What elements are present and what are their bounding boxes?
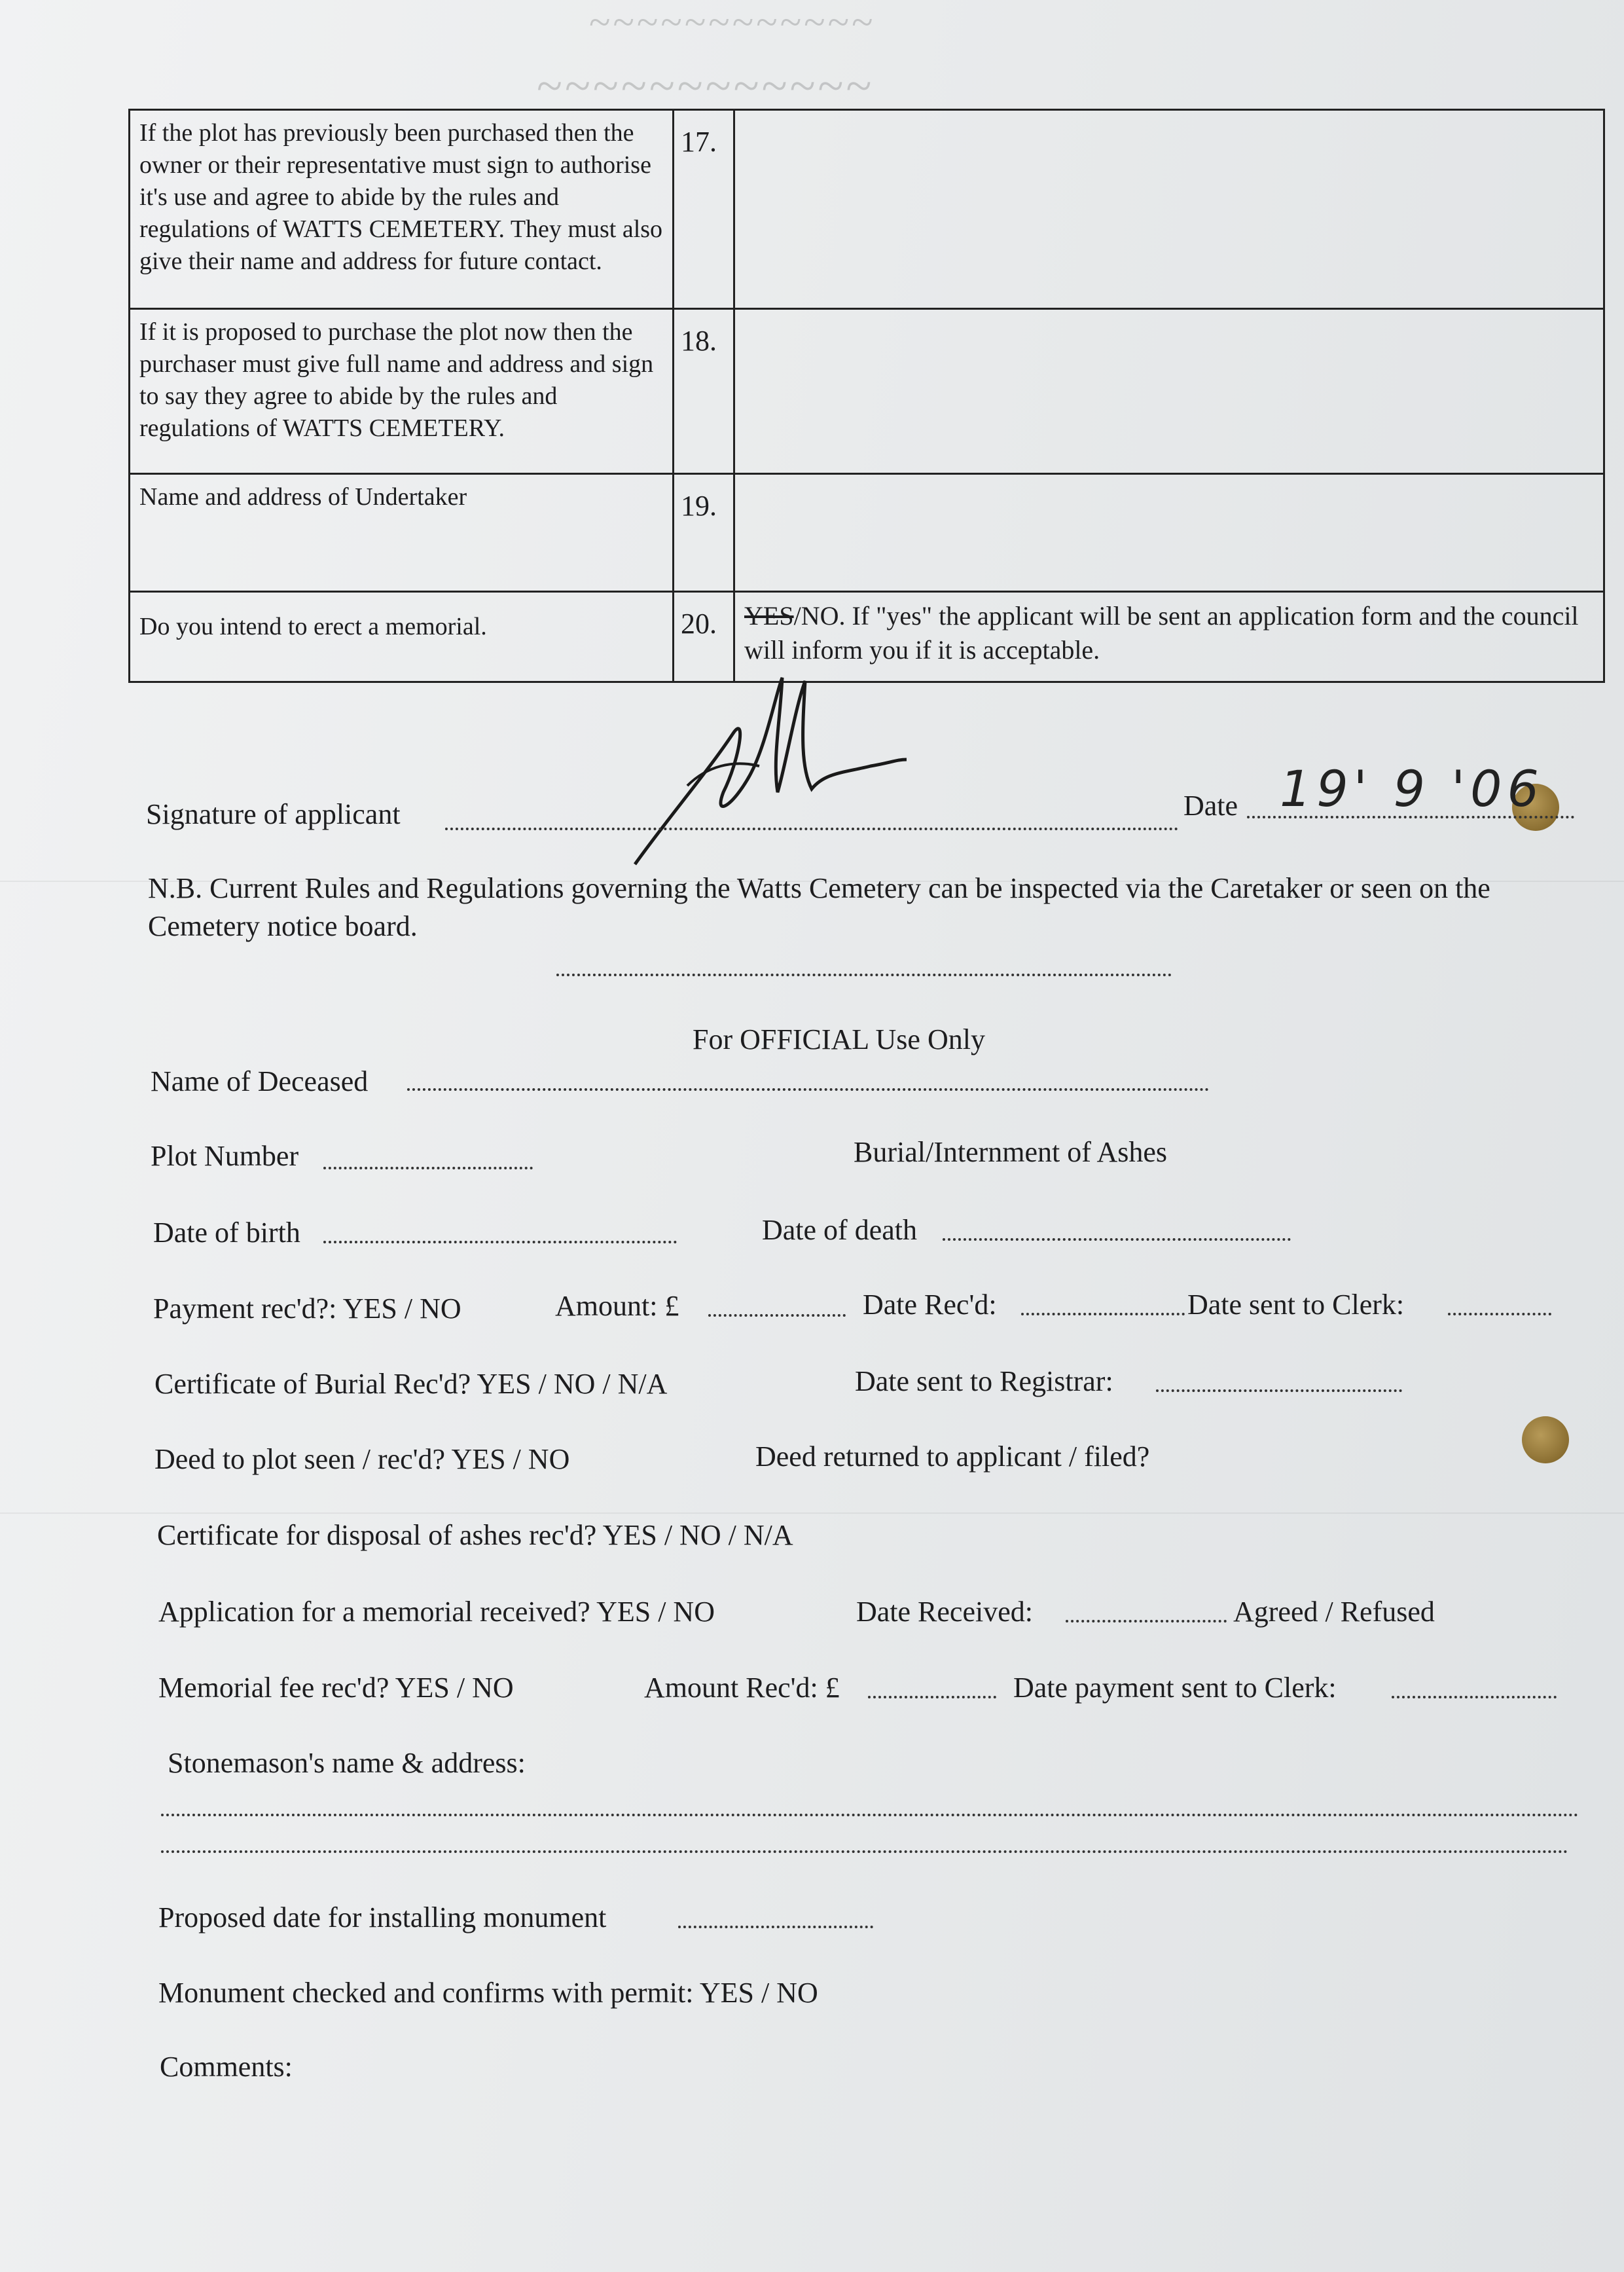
date-of-birth-label: Date of birth bbox=[153, 1217, 300, 1249]
question-row bbox=[130, 110, 1604, 309]
amount-recd-field[interactable] bbox=[868, 1696, 996, 1698]
question-text: If it is proposed to purchase the plot now then the purchaser must give full name and address and sign to say they agree to abide by the rules and regulations of WATTS CEMETERY. bbox=[130, 309, 674, 474]
separator-dots bbox=[556, 974, 1172, 976]
stonemason-field-line-1[interactable] bbox=[161, 1814, 1579, 1816]
date-received-label: Date Received: bbox=[856, 1596, 1033, 1628]
deed-seen-label: Deed to plot seen / rec'd? YES / NO bbox=[154, 1443, 570, 1475]
official-heading: For OFFICIAL Use Only bbox=[693, 1023, 985, 1055]
certificate-burial-label: Certificate of Burial Rec'd? YES / NO / N/A bbox=[154, 1368, 668, 1400]
question-text: If the plot has previously been purchased then the owner or their representative must sign to authorise it's use and agree to abide by the rules and regulations of WATTS CEMETERY. They must also give their name and address for future contact. bbox=[130, 110, 674, 309]
date-of-death-label: Date of death bbox=[762, 1214, 917, 1246]
answer-cell[interactable] bbox=[734, 110, 1604, 309]
question-row bbox=[130, 474, 1604, 592]
amount-field[interactable] bbox=[708, 1314, 846, 1317]
date-sent-clerk-label: Date sent to Clerk: bbox=[1187, 1289, 1405, 1321]
comments-label: Comments: bbox=[160, 2051, 293, 2083]
punch-hole bbox=[1522, 1416, 1569, 1463]
show-through-text: ~~~~~~~~~~~~ bbox=[537, 60, 875, 112]
date-received-field[interactable] bbox=[1066, 1620, 1227, 1622]
amount-recd-label: Amount Rec'd: £ bbox=[644, 1672, 840, 1704]
question-number: 18. bbox=[674, 309, 734, 474]
proposed-date-label: Proposed date for installing monument bbox=[158, 1901, 607, 1933]
deed-returned-label: Deed returned to applicant / filed? bbox=[755, 1440, 1150, 1473]
question-text: Do you intend to erect a memorial. bbox=[130, 592, 674, 682]
memorial-application-label: Application for a memorial received? YES / NO bbox=[158, 1596, 715, 1628]
date-of-birth-field[interactable] bbox=[323, 1241, 677, 1243]
date-recd-label: Date Rec'd: bbox=[863, 1289, 997, 1321]
show-through-text: ~~~~~~~~~~~~ bbox=[589, 1, 876, 44]
nb-text: N.B. Current Rules and Regulations governing the Watts Cemetery can be inspected via the Caretaker or seen on the Cemetery notice board. bbox=[148, 872, 1490, 942]
question-number: 19. bbox=[674, 474, 734, 592]
questions-table bbox=[128, 109, 1605, 683]
date-payment-clerk-label: Date payment sent to Clerk: bbox=[1013, 1672, 1337, 1704]
name-of-deceased-label: Name of Deceased bbox=[151, 1065, 369, 1097]
answer-text: /NO. If "yes" the applicant will be sent an application form and the council will inform you if it is acceptable. bbox=[744, 601, 1579, 665]
plot-number-label: Plot Number bbox=[151, 1140, 299, 1172]
date-recd-field[interactable] bbox=[1021, 1313, 1185, 1315]
date-sent-clerk-field[interactable] bbox=[1448, 1313, 1551, 1315]
signature-line[interactable] bbox=[445, 828, 1178, 830]
proposed-date-field[interactable] bbox=[678, 1926, 873, 1928]
date-value: 19' 9 '06 bbox=[1280, 760, 1544, 818]
name-of-deceased-field[interactable] bbox=[407, 1088, 1209, 1091]
amount-label: Amount: £ bbox=[555, 1290, 679, 1322]
monument-checked-label: Monument checked and confirms with permit: YES / NO bbox=[158, 1977, 818, 2009]
burial-type-label: Burial/Internment of Ashes bbox=[854, 1136, 1168, 1168]
fold-crease bbox=[0, 1512, 1624, 1514]
applicant-signature bbox=[609, 668, 975, 877]
payment-label: Payment rec'd?: YES / NO bbox=[153, 1292, 461, 1325]
date-label: Date bbox=[1183, 790, 1238, 822]
agreed-refused-label: Agreed / Refused bbox=[1233, 1596, 1435, 1628]
memorial-fee-label: Memorial fee rec'd? YES / NO bbox=[158, 1672, 514, 1704]
certificate-ashes-label: Certificate for disposal of ashes rec'd? YES / NO / N/A bbox=[157, 1519, 793, 1551]
question-number: 17. bbox=[674, 110, 734, 309]
stonemason-field-line-2[interactable] bbox=[161, 1850, 1568, 1853]
question-number: 20. bbox=[674, 592, 734, 682]
date-of-death-field[interactable] bbox=[943, 1238, 1291, 1241]
answer-prefix: YES bbox=[744, 601, 794, 631]
signature-label: Signature of applicant bbox=[146, 798, 401, 830]
date-sent-registrar-label: Date sent to Registrar: bbox=[855, 1365, 1113, 1397]
answer-cell[interactable] bbox=[734, 309, 1604, 474]
date-payment-clerk-field[interactable] bbox=[1392, 1696, 1557, 1698]
stonemason-label: Stonemason's name & address: bbox=[168, 1747, 526, 1779]
question-row bbox=[130, 309, 1604, 474]
date-sent-registrar-field[interactable] bbox=[1156, 1389, 1402, 1392]
question-text: Name and address of Undertaker bbox=[130, 474, 674, 592]
answer-cell[interactable] bbox=[734, 474, 1604, 592]
plot-number-field[interactable] bbox=[323, 1167, 533, 1169]
